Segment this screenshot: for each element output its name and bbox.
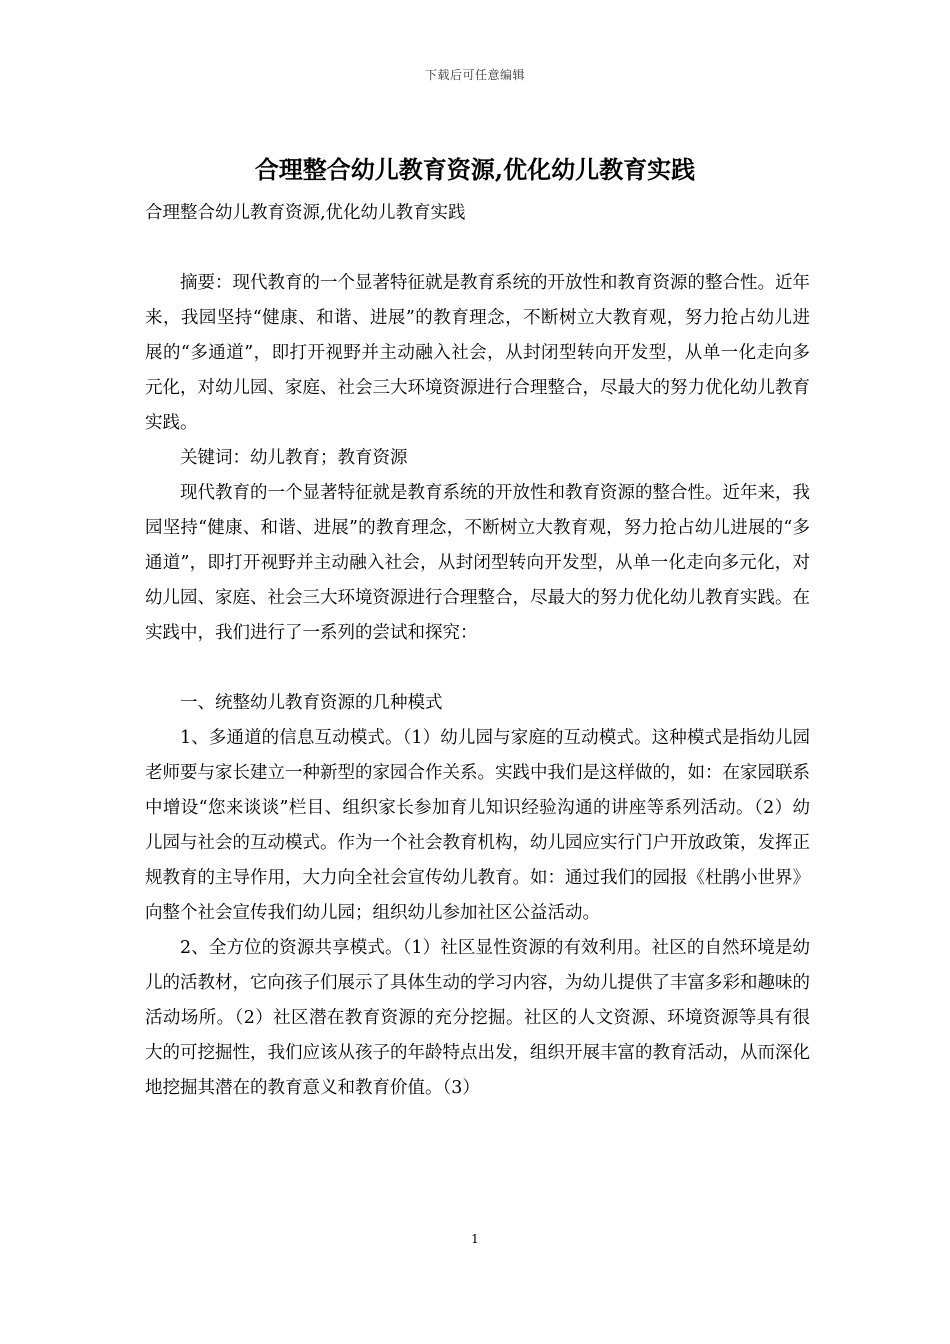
document-title: 合理整合幼儿教育资源,优化幼儿教育实践	[254, 155, 696, 184]
page-number: 1	[471, 1232, 479, 1246]
document-body	[145, 266, 810, 1106]
keywords-paragraph: 关键词：幼儿教育；教育资源	[180, 448, 408, 468]
document-subtitle: 合理整合幼儿教育资源,优化幼儿教育实践	[145, 203, 466, 223]
body-paragraph: 2、全方位的资源共享模式。（1）社区显性资源的有效利用。社区的自然环境是幼儿的活教材，它向孩子们展示了具体生动的学习内容，为幼儿提供了丰富多彩和趣味的活动场所。（2）社区潜在教育资源的充分挖掘。社区的人文资源、环境资源等具有很大的可挖掘性，我们应该从孩子的年龄特点出发，组织开展丰富的教育活动，从而深化地挖掘其潜在的教育意义和教育价值。（3）	[145, 938, 810, 1098]
body-paragraph: 1、多通道的信息互动模式。（1）幼儿园与家庭的互动模式。这种模式是指幼儿园老师要与家长建立一种新型的家园合作关系。实践中我们是这样做的，如：在家园联系中增设“您来谈谈”栏目、组织家长参加育儿知识经验沟通的讲座等系列活动。（2）幼儿园与社会的互动模式。作为一个社会教育机构，幼儿园应实行门户开放政策，发挥正规教育的主导作用，大力向全社会宣传幼儿教育。如：通过我们的园报《杜鹃小世界》向整个社会宣传我们幼儿园；组织幼儿参加社区公益活动。	[145, 728, 810, 923]
intro-paragraph: 现代教育的一个显著特征就是教育系统的开放性和教育资源的整合性。近年来，我园坚持“健康、和谐、进展”的教育理念，不断树立大教育观，努力抢占幼儿进展的“多通道”，即打开视野并主动融入社会，从封闭型转向开发型，从单一化走向多元化，对幼儿园、家庭、社会三大环境资源进行合理整合，尽最大的努力优化幼儿教育实践。在实践中，我们进行了一系列的尝试和探究：	[145, 483, 810, 643]
section-heading: 一、统整幼儿教育资源的几种模式	[180, 693, 443, 713]
page-header-note: 下载后可任意编辑	[424, 68, 525, 82]
abstract-paragraph: 摘要：现代教育的一个显著特征就是教育系统的开放性和教育资源的整合性。近年来，我园坚持“健康、和谐、进展”的教育理念，不断树立大教育观，努力抢占幼儿进展的“多通道”，即打开视野并主动融入社会，从封闭型转向开发型，从单一化走向多元化，对幼儿园、家庭、社会三大环境资源进行合理整合，尽最大的努力优化幼儿教育实践。	[145, 273, 810, 433]
